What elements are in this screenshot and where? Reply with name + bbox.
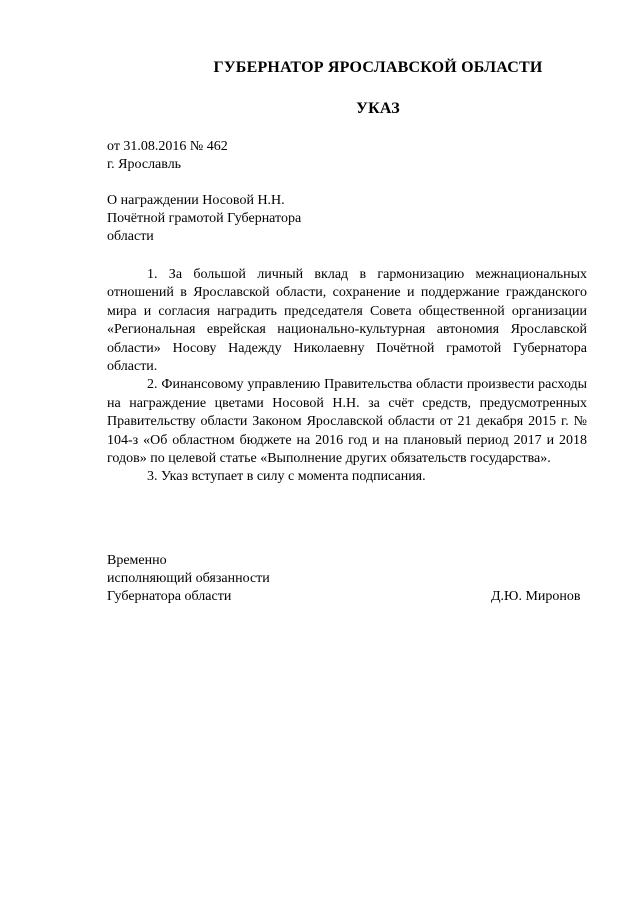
paragraph-3: 3. Указ вступает в силу с момента подписания. [147,469,426,485]
document-type-title: УКАЗ [356,100,400,117]
subject-line-2: Почётной грамотой Губернатора [107,211,302,226]
paragraph-1: 1. За большой личный вклад в гармонизацию межнациональных отношений в Ярославской области, сохранение и поддержание гражданского мира и согласия наградить председателя Совета общественной организации «Региональная еврейская национально-культурная автономия Ярославской области» Носову Надежду Николаевну Почётной грамотой Губернатора области. [107,267,587,375]
paragraph-2: 2. Финансовому управлению Правительства области произвести расходы на награждение цветами Носовой Н.Н. за счёт средств, предусмотренных Правительству области Законом Ярославской области от 21 декабря 2015 г. № 104-з «Об областном бюджете на 2016 год и на плановый период 2017 и 2018 годов» по целевой статье «Выполнение других обязательств государства». [107,377,587,467]
signature-line-3: Губернатора области [107,589,232,604]
subject-line-1: О награждении Носовой Н.Н. [107,193,285,208]
city: г. Ярославль [107,157,182,172]
signatory-name: Д.Ю. Миронов [491,589,581,604]
date-number: от 31.08.2016 № 462 [107,139,228,154]
signature-line-2: исполняющий обязанности [107,571,270,586]
decree-body [107,266,587,487]
subject-line-3: области [107,229,154,244]
signature-line-1: Временно [107,553,167,568]
document-authority-title: ГУБЕРНАТОР ЯРОСЛАВСКОЙ ОБЛАСТИ [213,59,543,76]
